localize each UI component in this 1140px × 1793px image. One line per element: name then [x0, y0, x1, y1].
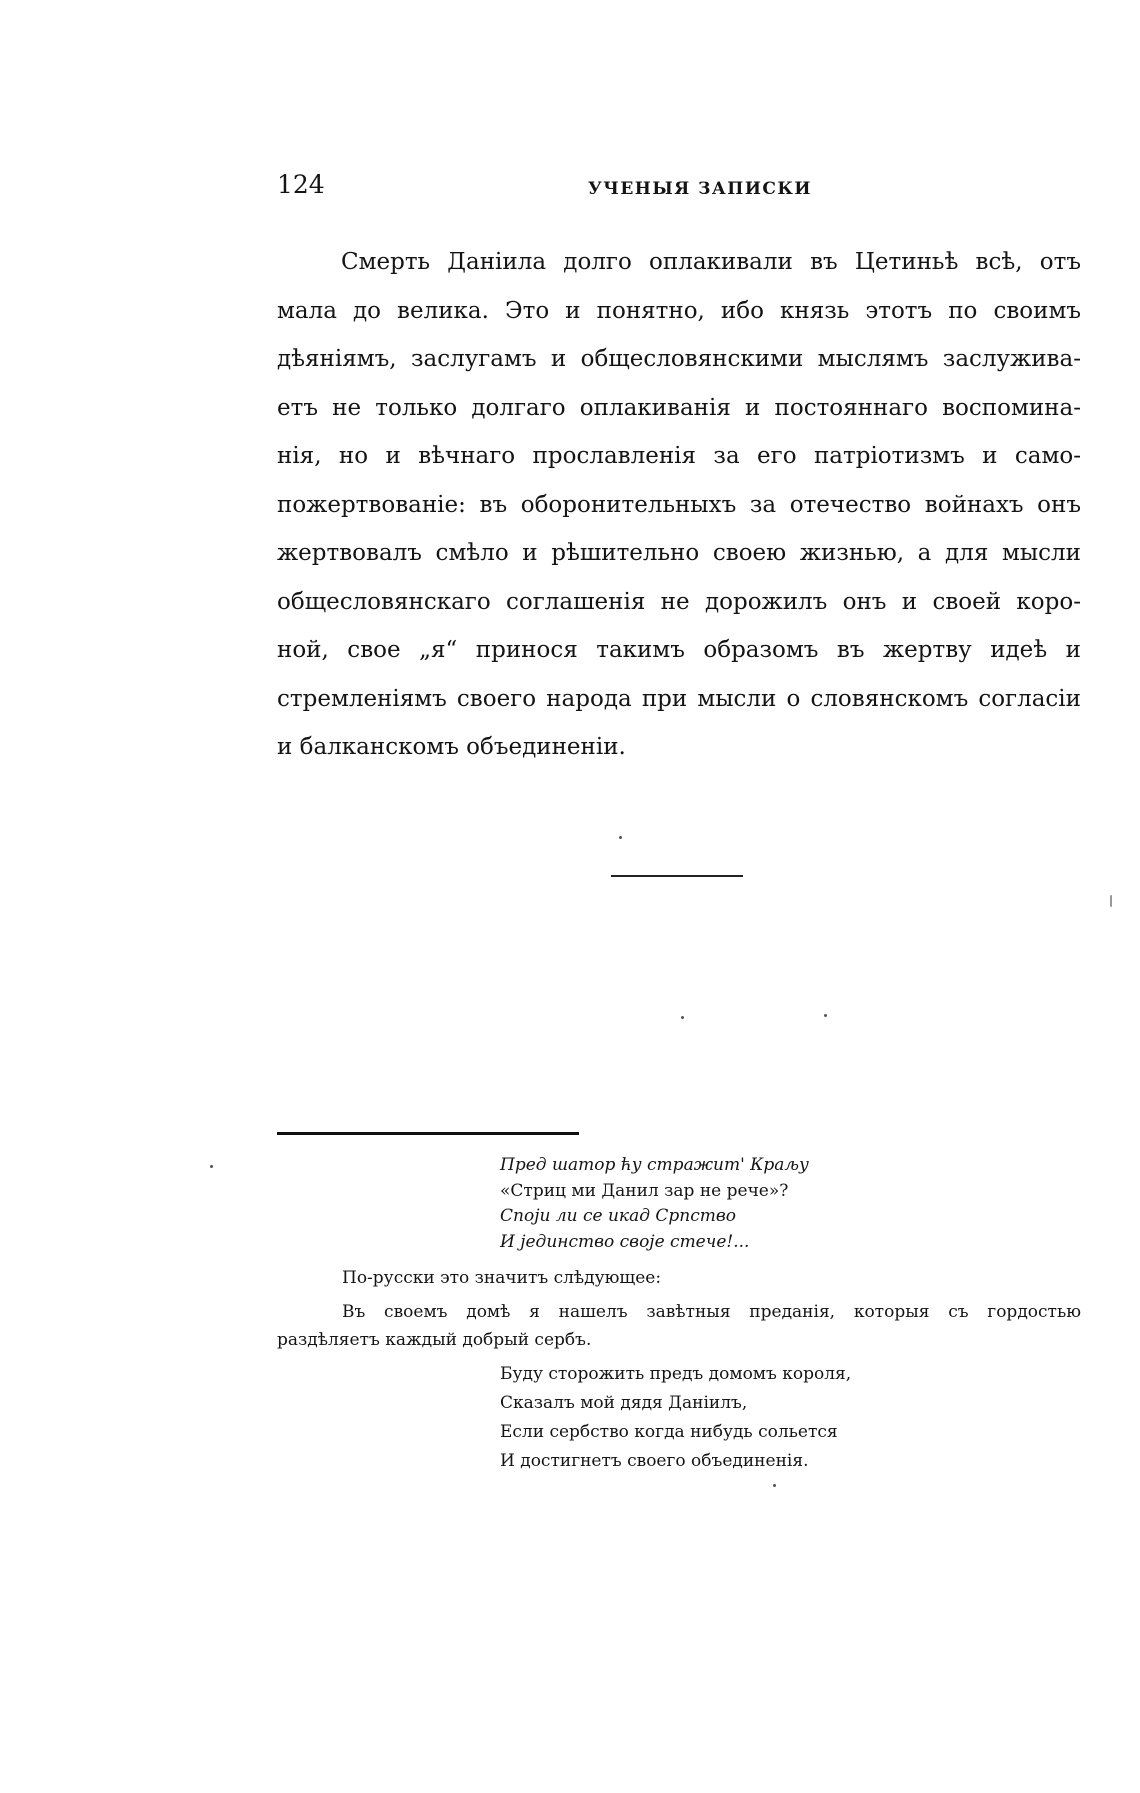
verse-line: «Стриц ми Данил зар не рече»?: [500, 1180, 789, 1201]
text-line: и балканскомъ объединеніи.: [277, 734, 626, 760]
text-line: дѣяніямъ, заслугамъ и общесловянскими мыслямъ заслужива-: [277, 346, 1081, 372]
scan-speck: [1110, 895, 1112, 907]
text-line: Смерть Даніила долго оплакивали въ Цетиньѣ всѣ, отъ: [341, 249, 1081, 275]
scan-speck: [210, 1165, 213, 1168]
translation-verse-line: Буду сторожить предъ домомъ короля,: [500, 1364, 852, 1384]
prose-line: раздѣляетъ каждый добрый сербъ.: [277, 1330, 592, 1350]
translation-verse-line: И достигнетъ своего объединенія.: [500, 1451, 809, 1471]
footnote-verse: [500, 1153, 920, 1255]
text-line: етъ не только долгаго оплакиванія и постояннаго воспомина-: [277, 394, 1081, 421]
footnote-separator: [277, 1132, 579, 1135]
main-paragraph: [277, 238, 1081, 772]
page-number: 124: [277, 170, 325, 199]
scan-speck: [773, 1484, 776, 1487]
verse-line: Споји ли се икад Српство: [500, 1206, 736, 1226]
verse-line: И јединство своје стече!...: [500, 1231, 750, 1252]
text-line: ной, свое „я“ принося такимъ образомъ въ жертву идеѣ и: [277, 637, 1081, 663]
text-line: жертвовалъ смѣло и рѣшительно своею жизнью, а для мысли: [277, 540, 1081, 566]
translation-verse-line: Если сербство когда нибудь сольется: [500, 1422, 838, 1442]
scan-speck: [681, 1016, 684, 1019]
running-head: УЧЕНЫЯ ЗАПИСКИ: [588, 179, 812, 199]
translation-verse-line: Сказалъ мой дядя Даніилъ,: [500, 1393, 748, 1413]
verse-line: Пред шатор ћу стражит' Краљу: [500, 1155, 809, 1175]
text-line: пожертвованіе: въ оборонительныхъ за отечество войнахъ онъ: [277, 491, 1081, 518]
translation-intro: По-русски это значитъ слѣдующее:: [342, 1268, 662, 1288]
text-line: общесловянскаго соглашенія не дорожилъ онъ и своей коро-: [277, 588, 1081, 615]
prose-line: Въ своемъ домѣ я нашелъ завѣтныя преданія, которыя съ гордостью: [342, 1302, 1081, 1322]
scan-speck: [824, 1014, 827, 1017]
section-end-rule: [611, 875, 743, 877]
scan-speck: [619, 836, 622, 839]
text-line: стремленіямъ своего народа при мысли о словянскомъ согласіи: [277, 685, 1081, 712]
text-line: мала до велика. Это и понятно, ибо князь этотъ по своимъ: [277, 297, 1081, 324]
text-line: нія, но и вѣчнаго прославленія за его патріотизмъ и само-: [277, 443, 1081, 469]
footnote-prose: [277, 1298, 1081, 1354]
translation-verse: [500, 1360, 940, 1476]
